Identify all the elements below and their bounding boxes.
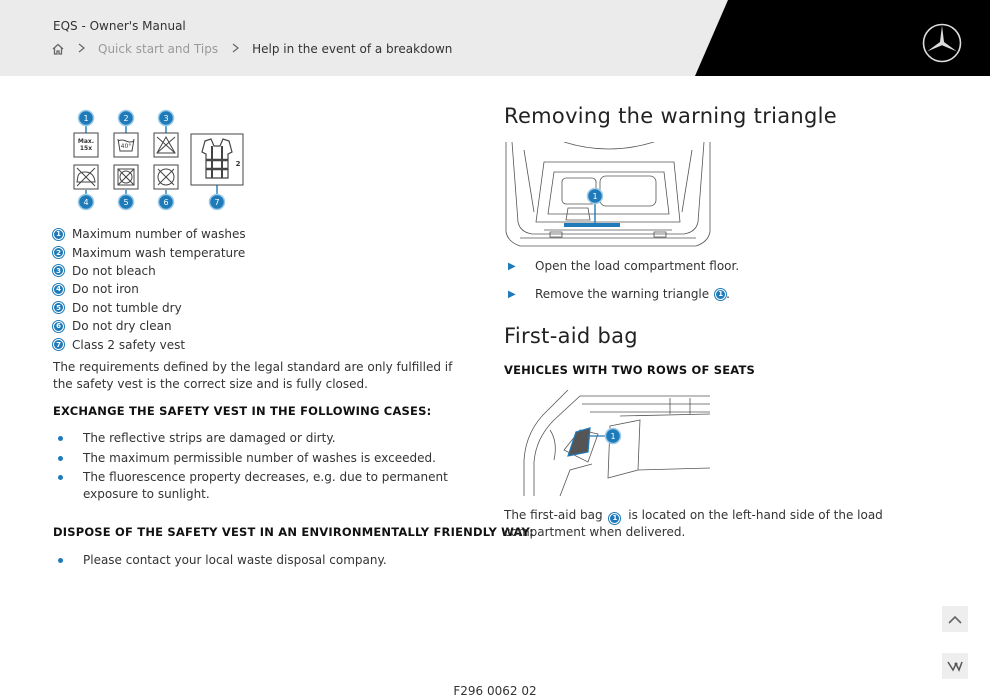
svg-text:2: 2 — [235, 160, 241, 168]
legend-item — [53, 299, 246, 317]
callout-badge: 4 — [53, 284, 64, 295]
first-aid-text-start: The first-aid bag — [504, 508, 603, 522]
help-icon — [947, 660, 963, 672]
svg-text:1: 1 — [592, 192, 598, 201]
list-item-text: The fluorescence property decreases, e.g. due to permanent exposure to sunlight. — [83, 470, 448, 501]
breadcrumb-item-current: Help in the event of a breakdown — [252, 42, 453, 56]
exchange-heading: EXCHANGE THE SAFETY VEST IN THE FOLLOWING CASES: — [53, 404, 432, 418]
callout-badge: 2 — [53, 247, 64, 258]
callout-badge: 6 — [53, 321, 64, 332]
help-button[interactable] — [942, 653, 968, 679]
list-item-text: Please contact your local waste disposal company. — [83, 553, 387, 567]
list-item-text: The reflective strips are damaged or dirty. — [83, 431, 336, 445]
arrow-right-icon: ▶ — [508, 260, 516, 272]
list-item — [53, 430, 473, 447]
step-item — [504, 280, 739, 308]
first-aid-bag-illustration — [520, 390, 712, 498]
legend-item — [53, 243, 246, 261]
chevron-up-icon — [948, 615, 962, 624]
svg-text:4: 4 — [83, 198, 89, 207]
callout-badge: 3 — [53, 265, 64, 276]
callout-badge: 7 — [53, 339, 64, 350]
svg-text:1: 1 — [83, 114, 89, 123]
svg-text:1: 1 — [610, 432, 616, 441]
callout-badge: 1 — [715, 289, 726, 300]
callout-badge: 5 — [53, 302, 64, 313]
svg-text:Max.: Max. — [77, 138, 95, 145]
scroll-top-button[interactable] — [942, 606, 968, 632]
legend-item — [53, 262, 246, 280]
home-icon[interactable] — [52, 43, 64, 55]
triangle-steps — [504, 252, 739, 308]
image-reference-code: F296 0062 02 — [453, 684, 537, 698]
dispose-heading: DISPOSE OF THE SAFETY VEST IN AN ENVIRONMENTALLY FRIENDLY WAY: — [53, 525, 534, 539]
step-item — [504, 252, 739, 280]
chevron-right-icon — [232, 42, 239, 56]
list-item — [53, 552, 473, 569]
care-label-illustration — [70, 108, 250, 212]
svg-text:3: 3 — [163, 114, 169, 123]
manual-title: EQS - Owner's Manual — [53, 19, 186, 33]
legend-item — [53, 317, 246, 335]
svg-text:15x: 15x — [79, 145, 93, 152]
warning-triangle-heading: Removing the warning triangle — [504, 104, 838, 128]
step-text: Remove the warning triangle — [535, 287, 710, 301]
load-compartment-floor-illustration — [504, 142, 712, 250]
legend-item — [53, 280, 246, 298]
svg-text:7: 7 — [214, 198, 220, 207]
legend-item — [53, 225, 246, 243]
callout-badge: 1 — [53, 229, 64, 240]
legend-text: Do not bleach — [72, 263, 156, 278]
list-item — [53, 450, 473, 467]
legend-text: Maximum wash temperature — [72, 245, 246, 260]
requirements-text: The requirements defined by the legal standard are only fulfilled if the safety vest is the correct size and is fully closed. — [53, 360, 453, 391]
legend-text: Class 2 safety vest — [72, 337, 186, 352]
exchange-list — [53, 430, 473, 505]
first-aid-text-end: is located on the left-hand side of the load compartment when delivered. — [504, 508, 883, 539]
svg-text:6: 6 — [163, 198, 169, 207]
breadcrumb-item-quick-start[interactable]: Quick start and Tips — [98, 42, 219, 56]
page-header — [0, 0, 990, 76]
svg-text:2: 2 — [123, 114, 129, 123]
step-text-suffix: . — [726, 287, 730, 301]
breadcrumb — [52, 42, 452, 56]
list-item — [53, 469, 473, 502]
first-aid-text — [504, 507, 934, 540]
chevron-right-icon — [78, 42, 85, 56]
first-aid-subheading: VEHICLES WITH TWO ROWS OF SEATS — [504, 363, 756, 377]
legend-text: Do not iron — [72, 282, 139, 297]
legend-item — [53, 335, 246, 353]
legend-text: Maximum number of washes — [72, 227, 246, 242]
step-text: Open the load compartment floor. — [535, 259, 740, 273]
list-item-text: The maximum permissible number of washes is exceeded. — [83, 450, 436, 465]
svg-text:5: 5 — [123, 198, 129, 207]
svg-text:40°: 40° — [120, 143, 132, 150]
legend-text: Do not tumble dry — [72, 300, 182, 315]
arrow-right-icon: ▶ — [508, 288, 516, 300]
dispose-list — [53, 552, 473, 572]
care-symbol-legend — [53, 225, 246, 354]
legend-text: Do not dry clean — [72, 319, 172, 334]
mercedes-star-logo[interactable] — [922, 23, 962, 63]
callout-badge: 1 — [609, 513, 620, 524]
first-aid-heading: First-aid bag — [504, 324, 638, 348]
